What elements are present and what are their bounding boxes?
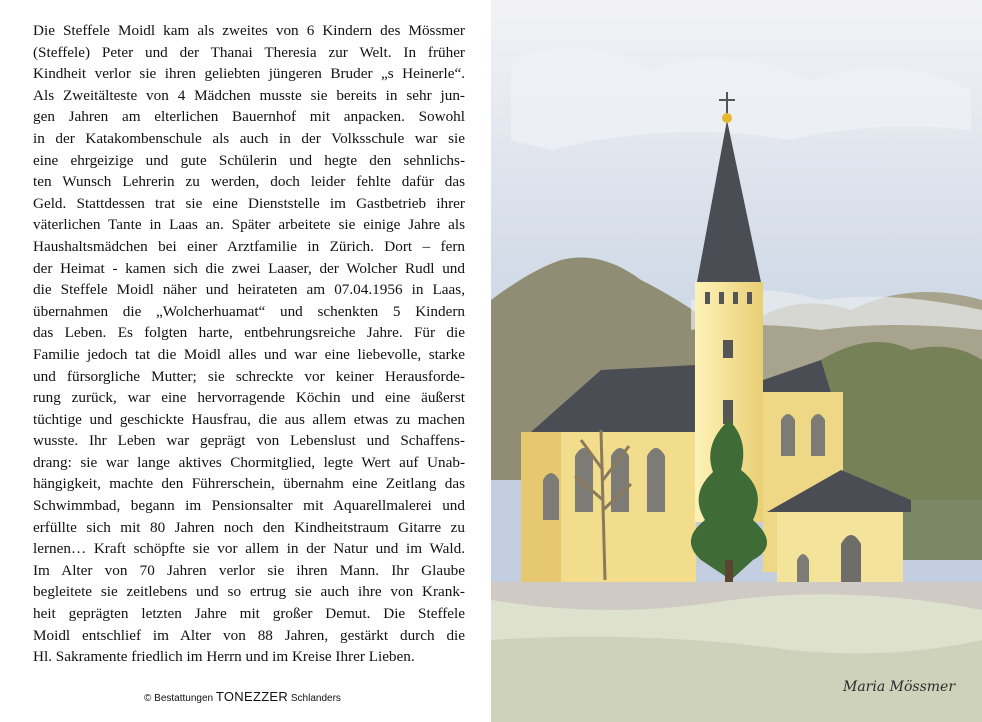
- biography-line: Hl. Sakramente friedlich im Herrn und im Kreise Ihrer Lieben.: [33, 648, 415, 666]
- biography-line: tüchtige und geschickte Hausfrau, die aus allem etwas zu machen: [33, 410, 465, 428]
- biography-line: begleitete sie zeitlebens und so ertrug sie auch ihre von Krank-: [33, 583, 465, 601]
- biography-line: gen Jahren am elterlichen Bauernhof mit anpacken. Sowohl: [33, 108, 465, 126]
- biography-line: in der Katakombenschule als auch in der Volksschule war sie: [33, 129, 465, 147]
- footer-copyright: © Bestattungen: [144, 693, 214, 704]
- footer-brand: TONEZZER: [215, 689, 289, 704]
- church-window-4: [647, 448, 665, 512]
- biography-line: drang: sie war lange aktives Chormitglied, legte Wert auf Unab-: [33, 453, 465, 471]
- church-porch: [777, 512, 903, 582]
- biography-line: wusste. Ihr Leben war geprägt von Lebenslust und Schaffens-: [33, 432, 465, 450]
- biography-line: Familie jedoch tat die Moidl alles und war eine liebevolle, starke: [33, 345, 465, 363]
- church-window-1: [543, 473, 559, 520]
- footer-credit: [144, 689, 341, 704]
- biography-line: eine ehrgeizige und gute Schülerin und hegte den sehnlichs-: [33, 151, 465, 169]
- footer-location: Schlanders: [290, 693, 341, 704]
- biography-text: [33, 20, 465, 668]
- biography-line: väterlichen Tante in Laas an. Später arbeitete sie einige Jahre als: [33, 216, 465, 234]
- biography-line: Haushaltsmädchen bei einer Arztfamilie in Zürich. Dort – fern: [33, 237, 465, 255]
- biography-line: Kindheit verlor sie ihren geliebten jüngeren Bruder „s Heinerle“.: [33, 65, 465, 83]
- biography-line: Im Alter von 70 Jahren verlor sie ihren Mann. Ihr Glaube: [33, 561, 465, 579]
- biography-line: ten Wunsch Lehrerin zu werden, doch leider fehlte dafür das: [33, 173, 465, 191]
- biography-line: Als Zweitälteste von 4 Mädchen musste sie bereits in sehr jun-: [33, 86, 465, 104]
- church-watercolor-painting: [491, 0, 982, 722]
- biography-line: das Leben. Es folgten harte, entbehrungsreiche Jahre. Für die: [33, 324, 465, 342]
- biography-line: Schwimmbad, begann im Pensionsalter mit Aquarellmalerei und: [33, 497, 465, 515]
- spire-ball: [722, 113, 732, 123]
- biography-line: Die Steffele Moidl kam als zweites von 6 Kindern des Mössmer: [33, 22, 465, 39]
- biography-line: und fürsorgliche Mutter; sie schreckte vor keiner Herausforde-: [33, 367, 465, 385]
- biography-line: rung zurück, war eine hervorragende Köchin und eine äußerst: [33, 389, 465, 407]
- biography-line: die Steffele Moidl näher und heirateten am 07.04.1956 in Laas,: [33, 281, 465, 299]
- biography-line: der Heimat - kamen sich die zwei Laaser, der Wolcher Rudl und: [33, 259, 465, 277]
- biography-line: Geld. Stattdessen trat sie eine Dienststelle im Gastbetrieb ihrer: [33, 194, 465, 212]
- biography-line: erfüllte sich mit 80 Jahren noch den Kindheitstraum Gitarre zu: [33, 518, 465, 536]
- biography-line: übernahmen die „Wolcherhuamat“ und schenkten 5 Kindern: [33, 302, 465, 320]
- biography-line: hängigkeit, machte den Führerschein, übernahm eine Zeitlang das: [33, 475, 465, 493]
- biography-line: (Steffele) Peter und der Thanai Theresia zur Welt. In früher: [33, 43, 465, 61]
- biography-line: lernen… Kraft schöpfte sie vor allem in der Natur und im Wald.: [33, 540, 465, 558]
- biography-line: heit geprägten letzten Jahre mit großer Demut. Die Steffele: [33, 605, 465, 623]
- biography-line: Moidl entschlief im Alter von 88 Jahren, gestärkt durch die: [33, 626, 465, 644]
- painter-signature: Maria Mössmer: [843, 679, 956, 695]
